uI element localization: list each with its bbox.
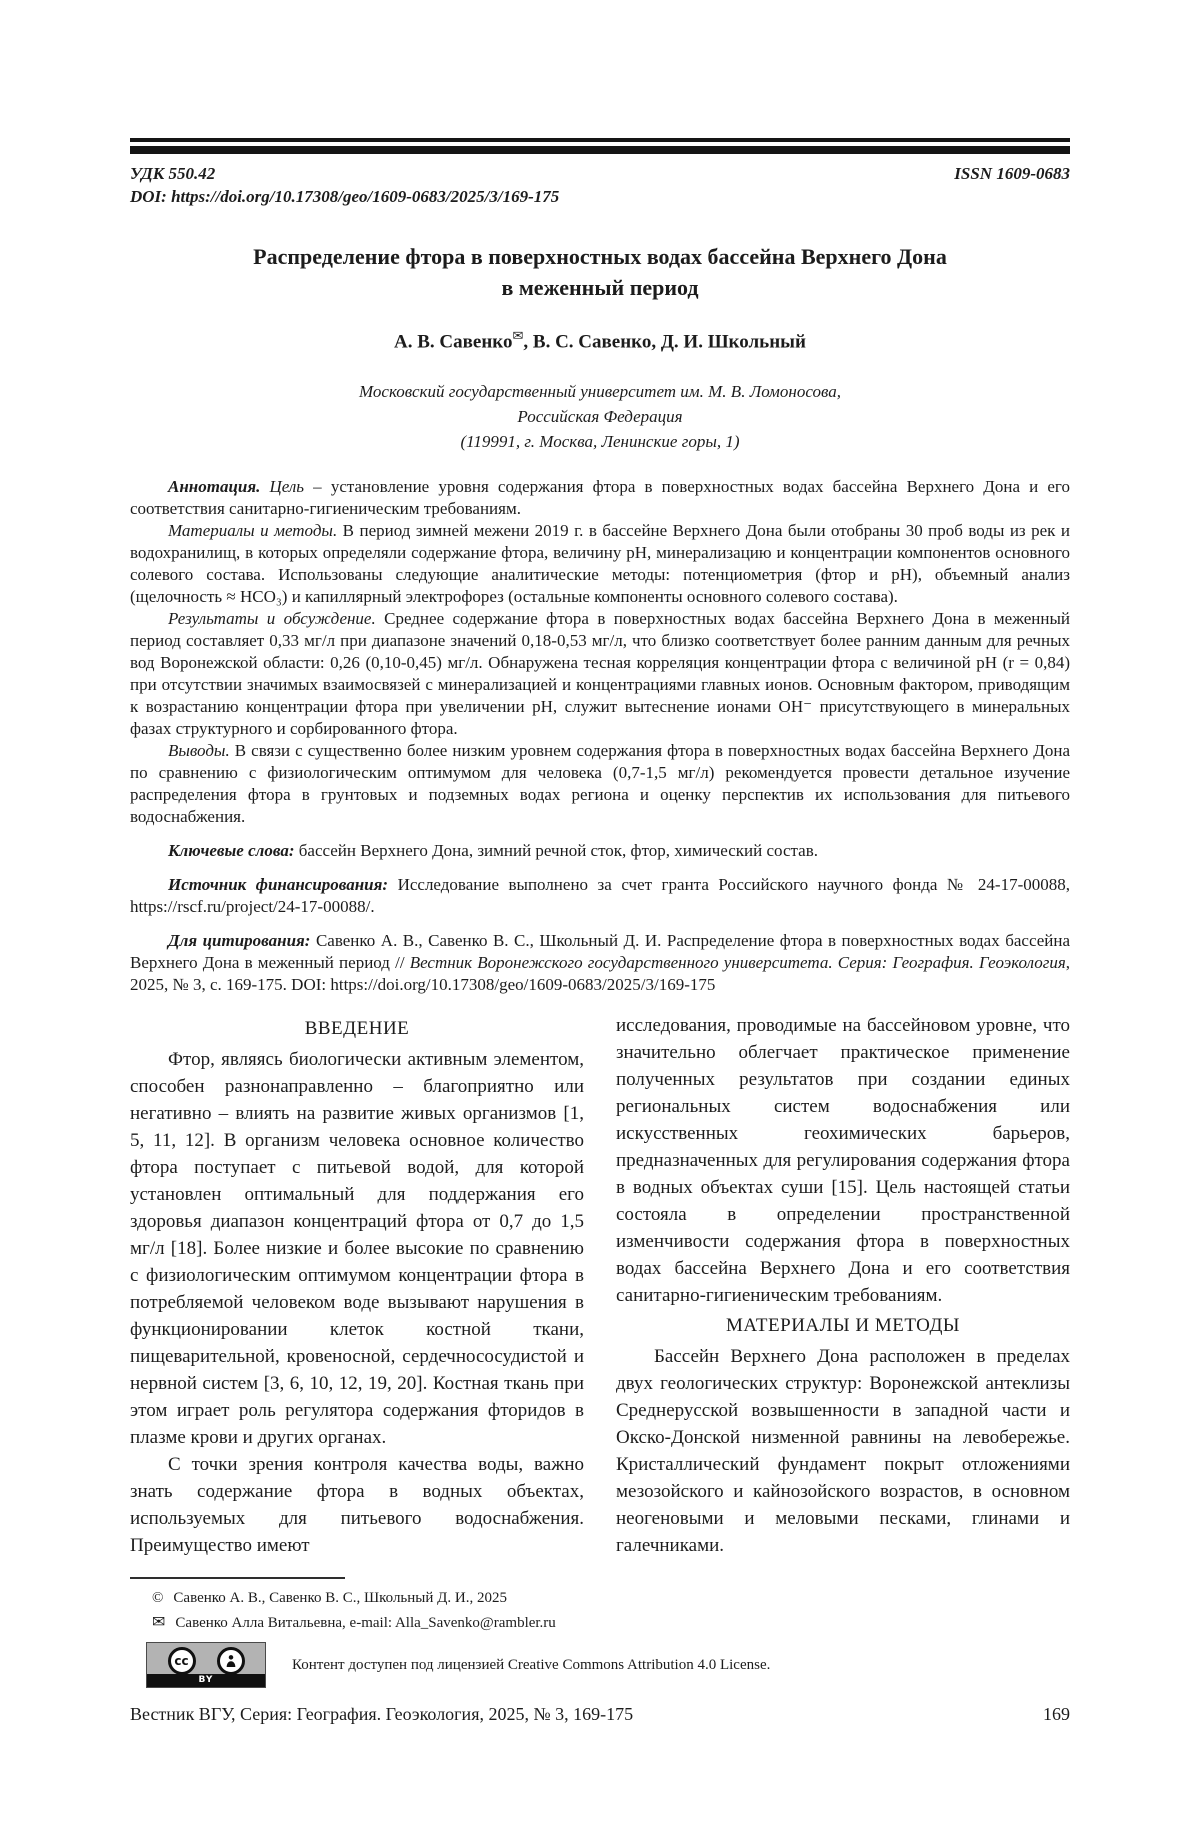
journal-page — [0, 138, 1200, 1836]
abstract-objective-text: – установление уровня содержания фтора в поверхностных водах бассейна Верхнего Дона и его соответствия санитарно-гигиеническим требованиям. — [130, 477, 1070, 519]
footnote-rule — [130, 1577, 345, 1579]
abstract-block — [130, 476, 1070, 828]
header-rule-bottom — [130, 146, 1070, 154]
abstract-conclusions — [130, 740, 1070, 828]
abstract-results-label: Результаты и обсуждение. — [168, 609, 376, 629]
two-column-body — [130, 1012, 1070, 1559]
left-column — [130, 1012, 584, 1559]
affiliation-block — [130, 379, 1070, 454]
contact-line — [130, 1612, 1070, 1634]
introduction-paragraph-1: Фтор, являясь биологически активным элементом, способен разнонаправленно – благоприятно или негативно – влиять на развитие живых организмов [1, 5, 11, 12]. В организм человека основное количество фтора поступает с питьевой водой, для которой установлен оптимальный для поддержания его здоровья диапазон концентраций фтора от 0,7 до 1,5 мг/л [18]. Более низкие и более высокие по сравнению с физиологическим оптимумом концентрации фтора в потребляемой человеком воде вызывают нарушения в функционировании клеток костной ткани, пищеварительной, кровеносной, сердечнососудистой и нервной систем [3, 6, 10, 12, 19, 20]. Костная ткань при этом играет роль регулятора содержания фторидов в плазме крови и других органах. — [130, 1049, 584, 1449]
cc-logo-icon: cc — [168, 1647, 196, 1675]
header-row — [130, 164, 1070, 184]
keywords-line — [130, 840, 1070, 862]
header-rule-top — [130, 138, 1070, 142]
introduction-paragraph-2: С точки зрения контроля качества воды, важно знать содержание фтора в водных объектах, используемых для питьевого водоснабжения. Преимущество имеют — [130, 1454, 584, 1557]
introduction-heading: ВВЕДЕНИЕ — [304, 1018, 410, 1040]
abstract-methods-label: Материалы и методы. — [168, 521, 338, 541]
abstract-objective-sublabel: Цель — [260, 477, 305, 497]
introduction-continuation-paragraph: исследования, проводимые на бассейновом уровне, что значительно облегчает практическое применение полученных результатов при создании единых региональных систем водоснабжения или искусственных геохимических барьеров, предназначенных для регулирования содержания фтора в водных объектах суши [15]. Цель настоящей статьи состояла в определении пространственной изменчивости содержания фтора в поверхностных водах бассейна Верхнего Дона и его соответствия санитарно-гигиеническим требованиям. — [616, 1015, 1070, 1307]
abstract-methods — [130, 520, 1070, 608]
article-title-line2: в меженный период — [501, 275, 699, 300]
copyright-icon: © — [152, 1590, 164, 1607]
license-row — [130, 1642, 1070, 1688]
abstract-conclusions-text: В связи с существенно более низким уровнем содержания фтора в поверхностных водах бассейна Верхнего Дона по сравнению с физиологическим оптимумом для человека (0,7-1,5 мг/л) рекомендуется провести детальное изучение распределения фтора в грунтовых и подземных водах региона и оценку перспектив их использования для питьевого водоснабжения. — [130, 741, 1070, 827]
affiliation-line2: Российская Федерация — [517, 407, 683, 427]
citation-journal-name: Вестник Воронежского государственного университета. Серия: География. Геоэкология — [409, 953, 1066, 973]
keywords-label: Ключевые слова: — [168, 841, 295, 861]
cc-person-icon — [217, 1647, 245, 1675]
issn-label: ISSN 1609-0683 — [954, 164, 1070, 183]
citation-line — [130, 930, 1070, 996]
article-title — [130, 241, 1070, 303]
citation-block — [130, 930, 1070, 996]
footnote-block — [130, 1577, 1070, 1688]
abstract-objective — [130, 476, 1070, 520]
funding-block — [130, 874, 1070, 918]
journal-footer-line: Вестник ВГУ, Серия: География. Геоэкология, 2025, № 3, 169-175 — [130, 1704, 634, 1725]
keywords-block — [130, 840, 1070, 862]
page-number: 169 — [1043, 1704, 1070, 1725]
article-title-line1: Распределение фтора в поверхностных водах бассейна Верхнего Дона — [253, 244, 947, 269]
udk-label: УДК 550.42 — [130, 164, 216, 183]
abstract-objective-label: Аннотация. — [168, 477, 261, 497]
abstract-results-text: Среднее содержание фтора в поверхностных водах бассейна Верхнего Дона в меженный период составляет 0,33 мг/л при диапазоне значений 0,18-0,53 мг/л, что близко соответствует более ранним данным для речных вод Воронежской области: 0,26 (0,10-0,45) мг/л. Обнаружена тесная корреляция концентрации фтора с величиной pH (r = 0,84) при отсутствии значимых взаимосвязей с минерализацией и концентрациями главных ионов. Основным фактором, приводящим к возрастанию концентрации фтора при увеличении pH, служит вытеснение ионами ОН⁻ присутствующего в минеральных фазах структурного и сорбированного фтора. — [130, 609, 1070, 739]
funding-text: Исследование выполнено за счет гранта Российского научного фонда № 24-17-00088, https://rscf.ru/project/24-17-00088/. — [130, 875, 1070, 917]
abstract-results — [130, 608, 1070, 740]
funding-label: Источник финансирования: — [168, 875, 389, 895]
copyright-text: Савенко А. В., Савенко В. С., Школьный Д. И., 2025 — [173, 1590, 507, 1607]
email-icon: ✉ — [512, 329, 524, 344]
abstract-conclusions-label: Выводы. — [168, 741, 230, 761]
citation-text1: Савенко А. В., Савенко В. С., Школьный Д. И. Распределение фтора в поверхностных водах бассейна Верхнего Дона в меженный период // — [130, 931, 1070, 973]
doi-label: DOI: https://doi.org/10.17308/geo/1609-0683/2025/3/169-175 — [130, 187, 560, 206]
cc-by-badge — [146, 1642, 266, 1688]
authors-line — [130, 329, 1070, 353]
contact-text: Савенко Алла Витальевна, e-mail: Alla_Savenko@rambler.ru — [175, 1615, 556, 1632]
right-column — [616, 1012, 1070, 1559]
page-footer — [130, 1704, 1070, 1725]
citation-text2: , 2025, № 3, с. 169-175. DOI: https://doi.org/10.17308/geo/1609-0683/2025/3/169-175 — [130, 953, 1071, 995]
abstract-methods-text: В период зимней межени 2019 г. в бассейне Верхнего Дона были отобраны 30 проб воды из рек и водохранилищ, в которых определяли содержание фтора, величину pH, минерализацию и концентрации компонентов основного солевого состава. Использованы следующие аналитические методы: потенциометрия (фтор и pH), объемный анализ (щелочность ≈ HCO₃) и капиллярный электрофорез (остальные компоненты основного солевого состава). — [130, 521, 1070, 607]
authors-rest: , В. С. Савенко, Д. И. Школьный — [523, 331, 806, 353]
license-text: Контент доступен под лицензией Creative Commons Attribution 4.0 License. — [292, 1656, 771, 1673]
keywords-text: бассейн Верхнего Дона, зимний речной сток, фтор, химический состав. — [294, 841, 818, 861]
cc-by-label: BY — [147, 1674, 265, 1687]
citation-label: Для цитирования: — [168, 931, 311, 951]
affiliation-line3: (119991, г. Москва, Ленинские горы, 1) — [460, 432, 740, 452]
affiliation-line1: Московский государственный университет им. М. В. Ломоносова, — [359, 382, 841, 402]
materials-methods-paragraph: Бассейн Верхнего Дона расположен в пределах двух геологических структур: Воронежской антеклизы Среднерусской возвышенности в западной части и Окско-Донской низменной равнины на левобережье. Кристаллический фундамент покрыт отложениями мезозойского и кайнозойского возрастов, в основном неогеновыми и меловыми песками, глинами и галечниками. — [616, 1346, 1070, 1557]
envelope-icon: ✉ — [152, 1612, 166, 1632]
copyright-line — [130, 1587, 1070, 1609]
materials-methods-heading: МАТЕРИАЛЫ И МЕТОДЫ — [725, 1315, 960, 1337]
funding-line — [130, 874, 1070, 918]
author-first: А. В. Савенко — [394, 331, 513, 353]
